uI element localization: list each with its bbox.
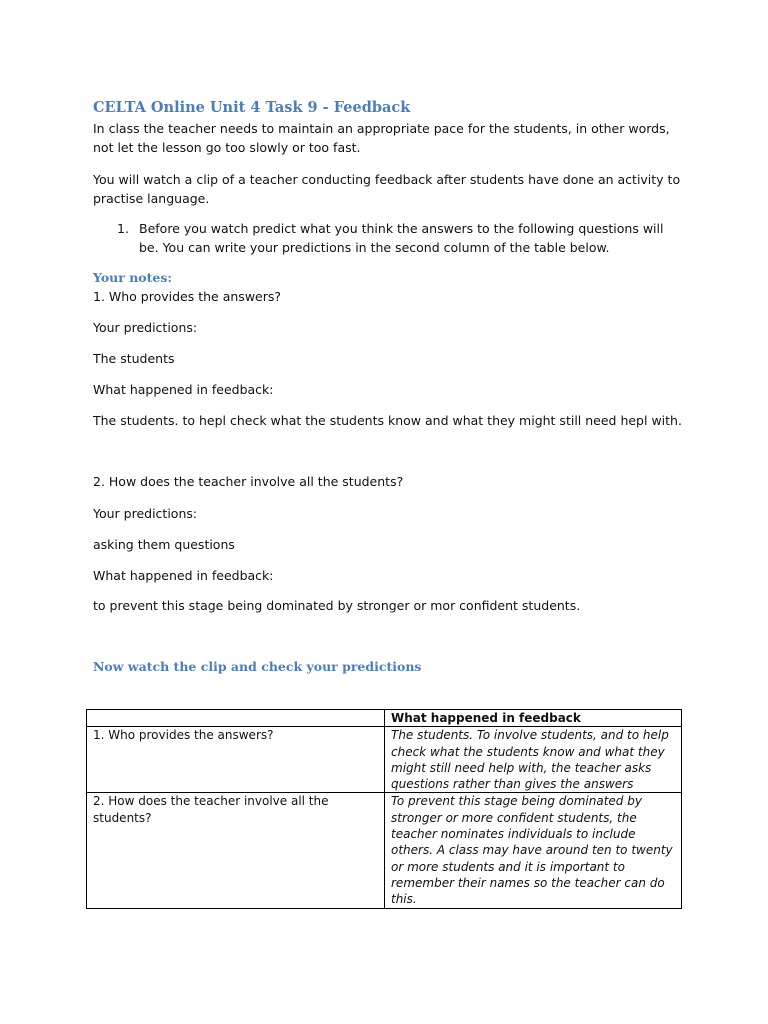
notes-q2-feedback: to prevent this stage being dominated by stronger or mor confident students.	[93, 598, 581, 613]
notes-q1-prediction: The students	[93, 351, 175, 366]
intro-paragraph-1: In class the teacher needs to maintain an appropriate pace for the students, in other words, not let the lesson go too slowly or too fast.	[93, 121, 670, 155]
notes-q2-question: 2. How does the teacher involve all the students?	[93, 474, 404, 489]
notes-q2-prediction: asking them questions	[93, 537, 235, 552]
table-cell-question: 1. Who provides the answers?	[87, 727, 385, 793]
notes-q1-question: 1. Who provides the answers?	[93, 289, 282, 304]
watch-heading: Now watch the clip and check your predictions	[93, 659, 422, 674]
table-header-feedback: What happened in feedback	[385, 710, 682, 727]
table-header-empty	[87, 710, 385, 727]
notes-q2-feedback-label: What happened in feedback:	[93, 568, 274, 583]
instruction-text: Before you watch predict what you think the answers to the following questions will be. You can write your predictions in the second column of the table below.	[139, 221, 664, 255]
page-title: CELTA Online Unit 4 Task 9 - Feedback	[93, 99, 411, 116]
notes-q1-predictions-label: Your predictions:	[93, 320, 198, 335]
table-cell-question: 2. How does the teacher involve all the students?	[87, 793, 385, 908]
table-cell-feedback: To prevent this stage being dominated by stronger or more confident students, the teacher nominates individuals to include others. A class may have around ten to twenty or more students and it is important to remember their names so the teacher can do this.	[385, 793, 682, 908]
notes-q1-feedback-label: What happened in feedback:	[93, 382, 274, 397]
intro-paragraph-2: You will watch a clip of a teacher conducting feedback after students have done an activity to practise language.	[93, 172, 681, 206]
instruction-number: 1.	[117, 221, 129, 236]
table-row	[87, 727, 682, 793]
table-cell-feedback: The students. To involve students, and to help check what the students know and what they might still need help with, the teacher asks questions rather than gives the answers	[385, 727, 682, 793]
table-header-row	[87, 710, 682, 727]
notes-q2-predictions-label: Your predictions:	[93, 506, 198, 521]
notes-q1-feedback: The students. to hepl check what the students know and what they might still need hepl with.	[93, 413, 682, 428]
table-row	[87, 793, 682, 908]
notes-heading: Your notes:	[93, 270, 173, 285]
feedback-table	[86, 709, 682, 909]
